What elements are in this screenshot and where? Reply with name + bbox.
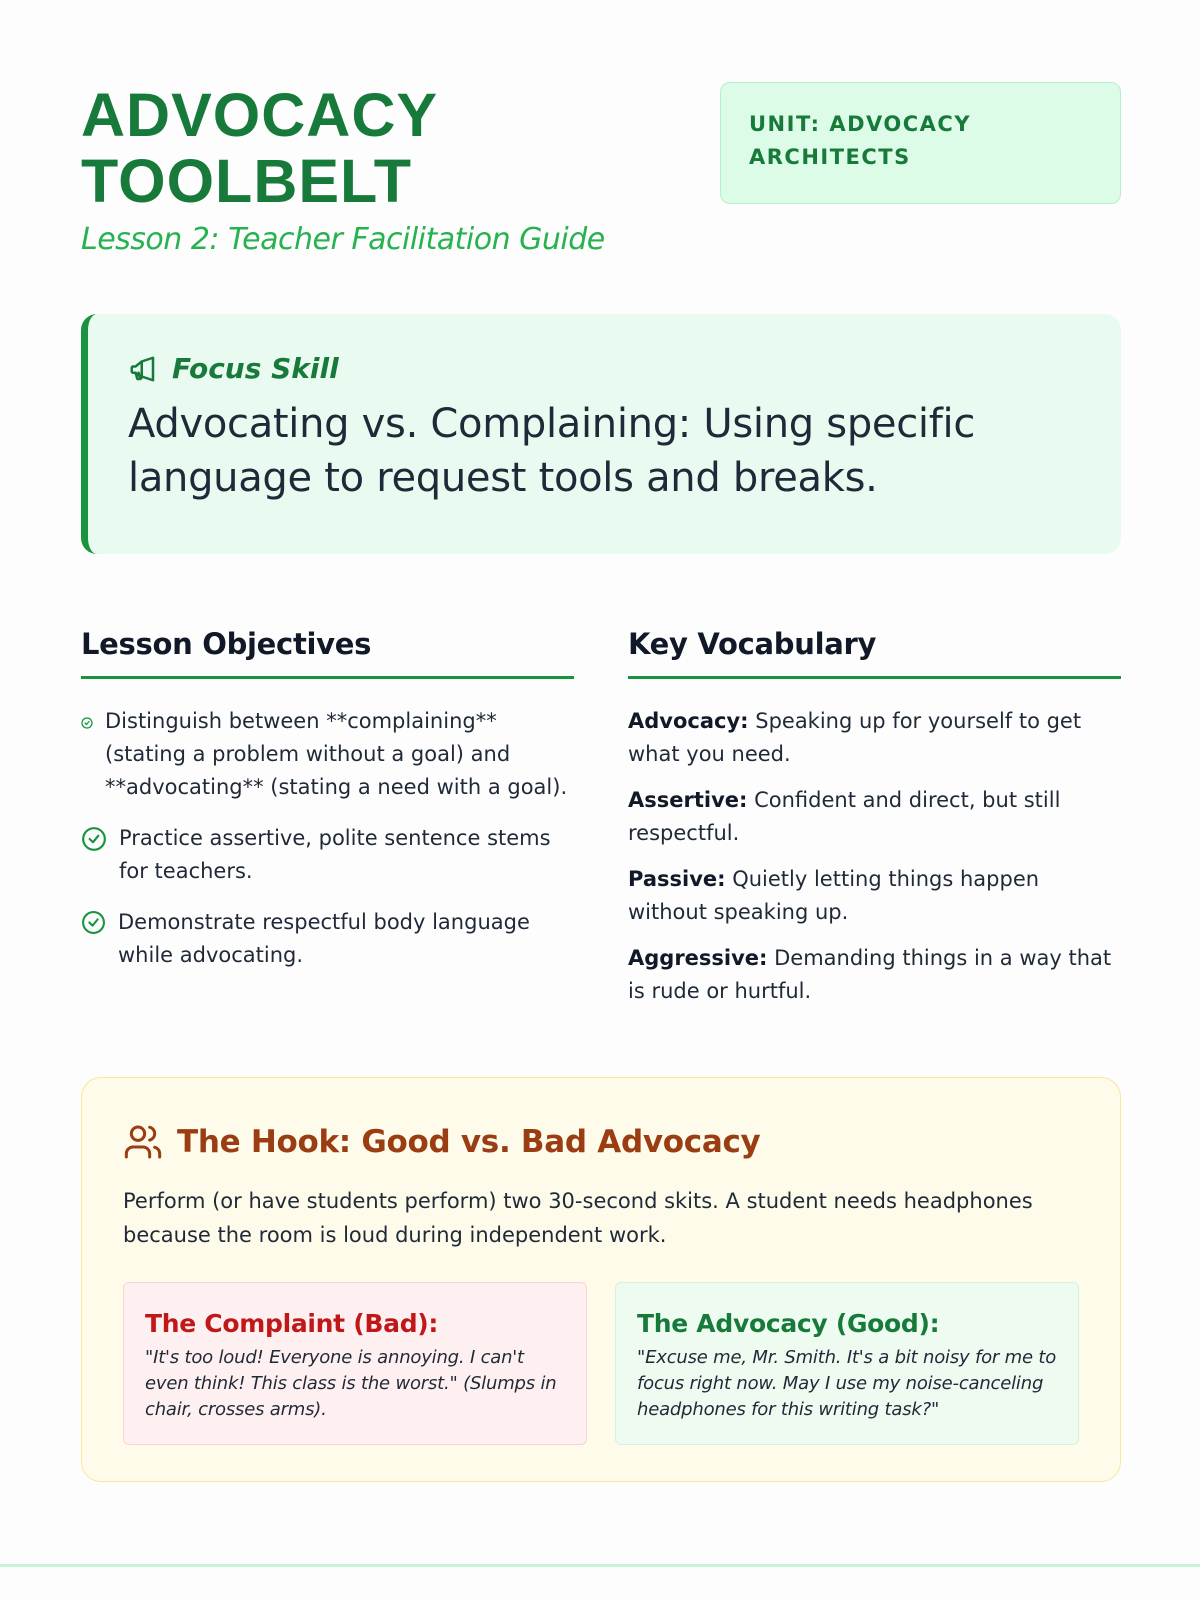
skits-row [123,1282,1079,1445]
key-vocabulary-section [628,624,1121,1021]
hook-title: The Hook: Good vs. Bad Advocacy [177,1124,761,1160]
vocab-definition: Confident and direct, but still respectful. [628,788,1061,845]
objectives-list [81,705,574,972]
vocab-term: Passive: [628,867,726,891]
megaphone-icon [128,354,158,384]
objective-text: Demonstrate respectful body language while advocating. [118,910,530,967]
focus-skill-card [81,314,1121,554]
unit-badge-line1: UNIT: ADVOCACY [749,112,972,136]
advocacy-example-card [615,1282,1079,1445]
vocab-entry [628,705,1121,771]
footer-divider [0,1564,1200,1567]
vocab-definition: Quietly letting things happen without speaking up. [628,867,1040,924]
page-subtitle: Lesson 2: Teacher Facilitation Guide [81,222,605,257]
hook-header [123,1122,1079,1162]
users-icon [123,1122,163,1162]
vocab-term: Assertive: [628,788,748,812]
complaint-example-card [123,1282,587,1445]
unit-badge [720,82,1121,204]
lesson-objectives-section [81,624,574,990]
list-item [81,822,574,888]
page-header [81,82,1121,262]
objective-text: Practice assertive, polite sentence stems for teachers. [119,826,551,883]
objective-text: Distinguish between **complaining** (stating a problem without a goal) and **advocating** (stating a need with a goal). [105,709,568,799]
list-item [81,705,574,804]
vocabulary-list [628,705,1121,1008]
vocab-definition: Demanding things in a way that is rude or hurtful. [628,946,1112,1003]
list-item [81,906,574,972]
page-title: ADVOCACY TOOLBELT [81,81,437,215]
unit-badge-line2: ARCHITECTS [749,145,911,169]
hook-card [81,1077,1121,1482]
focus-skill-text: Advocating vs. Complaining: Using specific language to request tools and breaks. [128,401,976,501]
check-circle-icon [81,717,93,729]
check-circle-icon [81,826,107,852]
objectives-heading: Lesson Objectives [81,624,574,679]
vocab-entry [628,863,1121,929]
hook-description: Perform (or have students perform) two 30-second skits. A student needs headphones because the room is loud during independent work. [123,1189,1033,1247]
vocab-term: Aggressive: [628,946,768,970]
focus-skill-label [128,352,1081,385]
complaint-text: "It's too loud! Everyone is annoying. I can't even think! This class is the worst." (Slumps in chair, crosses arms). [145,1347,557,1420]
vocab-definition: Speaking up for yourself to get what you need. [628,709,1082,766]
advocacy-title: The Advocacy (Good): [637,1309,940,1338]
vocabulary-heading: Key Vocabulary [628,624,1121,679]
check-circle-icon [81,910,106,935]
vocab-term: Advocacy: [628,709,749,733]
complaint-title: The Complaint (Bad): [145,1309,439,1338]
vocab-entry [628,784,1121,850]
focus-skill-title: Focus Skill [172,352,339,385]
advocacy-text: "Excuse me, Mr. Smith. It's a bit noisy for me to focus right now. May I use my noise-canceling headphones for this writing task?" [637,1347,1057,1420]
vocab-entry [628,942,1121,1008]
